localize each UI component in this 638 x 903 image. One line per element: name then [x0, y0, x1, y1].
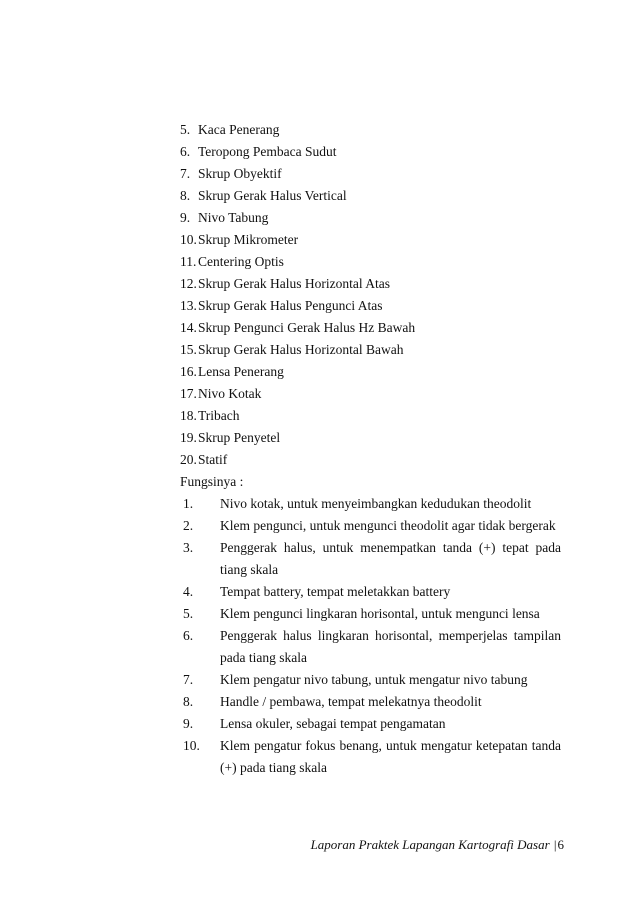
function-text-continued: (+) pada tiang skala [220, 760, 327, 775]
list-item: 11. Centering Optis [180, 254, 284, 269]
list-item: 13. Skrup Gerak Halus Pengunci Atas [180, 298, 383, 313]
footer-title: Laporan Praktek Lapangan Kartografi Dasar [310, 837, 550, 852]
function-item: 6. Penggerak halus lingkaran horisontal, memperjelas tampilan pada tiang skala [180, 625, 561, 669]
function-item: 10. Klem pengatur fokus benang, untuk mengatur ketepatan tanda (+) pada tiang skala [180, 735, 561, 779]
function-item: 5. Klem pengunci lingkaran horisontal, untuk mengunci lensa [183, 606, 540, 621]
list-item: 12. Skrup Gerak Halus Horizontal Atas [180, 276, 390, 291]
function-text: Klem pengunci, untuk mengunci theodolit agar tidak bergerak [220, 518, 556, 533]
function-item: 1. Nivo kotak, untuk menyeimbangkan kedudukan theodolit [183, 496, 532, 511]
function-text: Klem pengatur fokus benang, untuk mengatur ketepatan tanda [220, 738, 561, 753]
function-text: Klem pengunci lingkaran horisontal, untuk mengunci lensa [220, 606, 540, 621]
function-text: Klem pengatur nivo tabung, untuk mengatur nivo tabung [220, 672, 528, 687]
footer-separator: | [553, 837, 557, 852]
list-item: 10. Skrup Mikrometer [180, 232, 299, 247]
function-text-continued: tiang skala [220, 562, 279, 577]
functions-list [180, 493, 561, 779]
list-item: 15. Skrup Gerak Halus Horizontal Bawah [180, 342, 404, 357]
function-text: Tempat battery, tempat meletakkan battery [220, 584, 451, 599]
function-text-continued: pada tiang skala [220, 650, 307, 665]
function-text: Nivo kotak, untuk menyeimbangkan kedudukan theodolit [220, 496, 532, 511]
list-item: 18. Tribach [180, 408, 240, 423]
list-item: 19. Skrup Penyetel [180, 430, 281, 445]
parts-list [180, 119, 580, 471]
list-item: 7. Skrup Obyektif [180, 166, 282, 181]
function-item: 3. Penggerak halus, untuk menempatkan tanda (+) tepat pada tiang skala [180, 537, 561, 581]
list-item: 5. Kaca Penerang [180, 122, 280, 137]
function-item: 2. Klem pengunci, untuk mengunci theodolit agar tidak bergerak [183, 518, 556, 533]
function-item: 9. Lensa okuler, sebagai tempat pengamatan [183, 716, 446, 731]
list-item: 20. Statif [180, 452, 228, 467]
function-text: Handle / pembawa, tempat melekatnya theodolit [220, 694, 482, 709]
function-text: Penggerak halus, untuk menempatkan tanda (+) tepat pada [220, 540, 561, 555]
function-text: Penggerak halus lingkaran horisontal, memperjelas tampilan [220, 628, 561, 643]
list-item: 6. Teropong Pembaca Sudut [180, 144, 337, 159]
page-number: 6 [557, 837, 564, 852]
function-item: 8. Handle / pembawa, tempat melekatnya theodolit [183, 694, 482, 709]
list-item: 14. Skrup Pengunci Gerak Halus Hz Bawah [180, 320, 416, 335]
page-footer [311, 836, 564, 854]
list-item: 17. Nivo Kotak [180, 386, 262, 401]
list-item: 16. Lensa Penerang [180, 364, 284, 379]
functions-heading: Fungsinya : [180, 474, 244, 489]
function-item: 7. Klem pengatur nivo tabung, untuk mengatur nivo tabung [183, 672, 528, 687]
function-item: 4. Tempat battery, tempat meletakkan battery [183, 584, 451, 599]
list-item: 9. Nivo Tabung [180, 210, 269, 225]
function-text: Lensa okuler, sebagai tempat pengamatan [220, 716, 446, 731]
list-item: 8. Skrup Gerak Halus Vertical [180, 188, 347, 203]
